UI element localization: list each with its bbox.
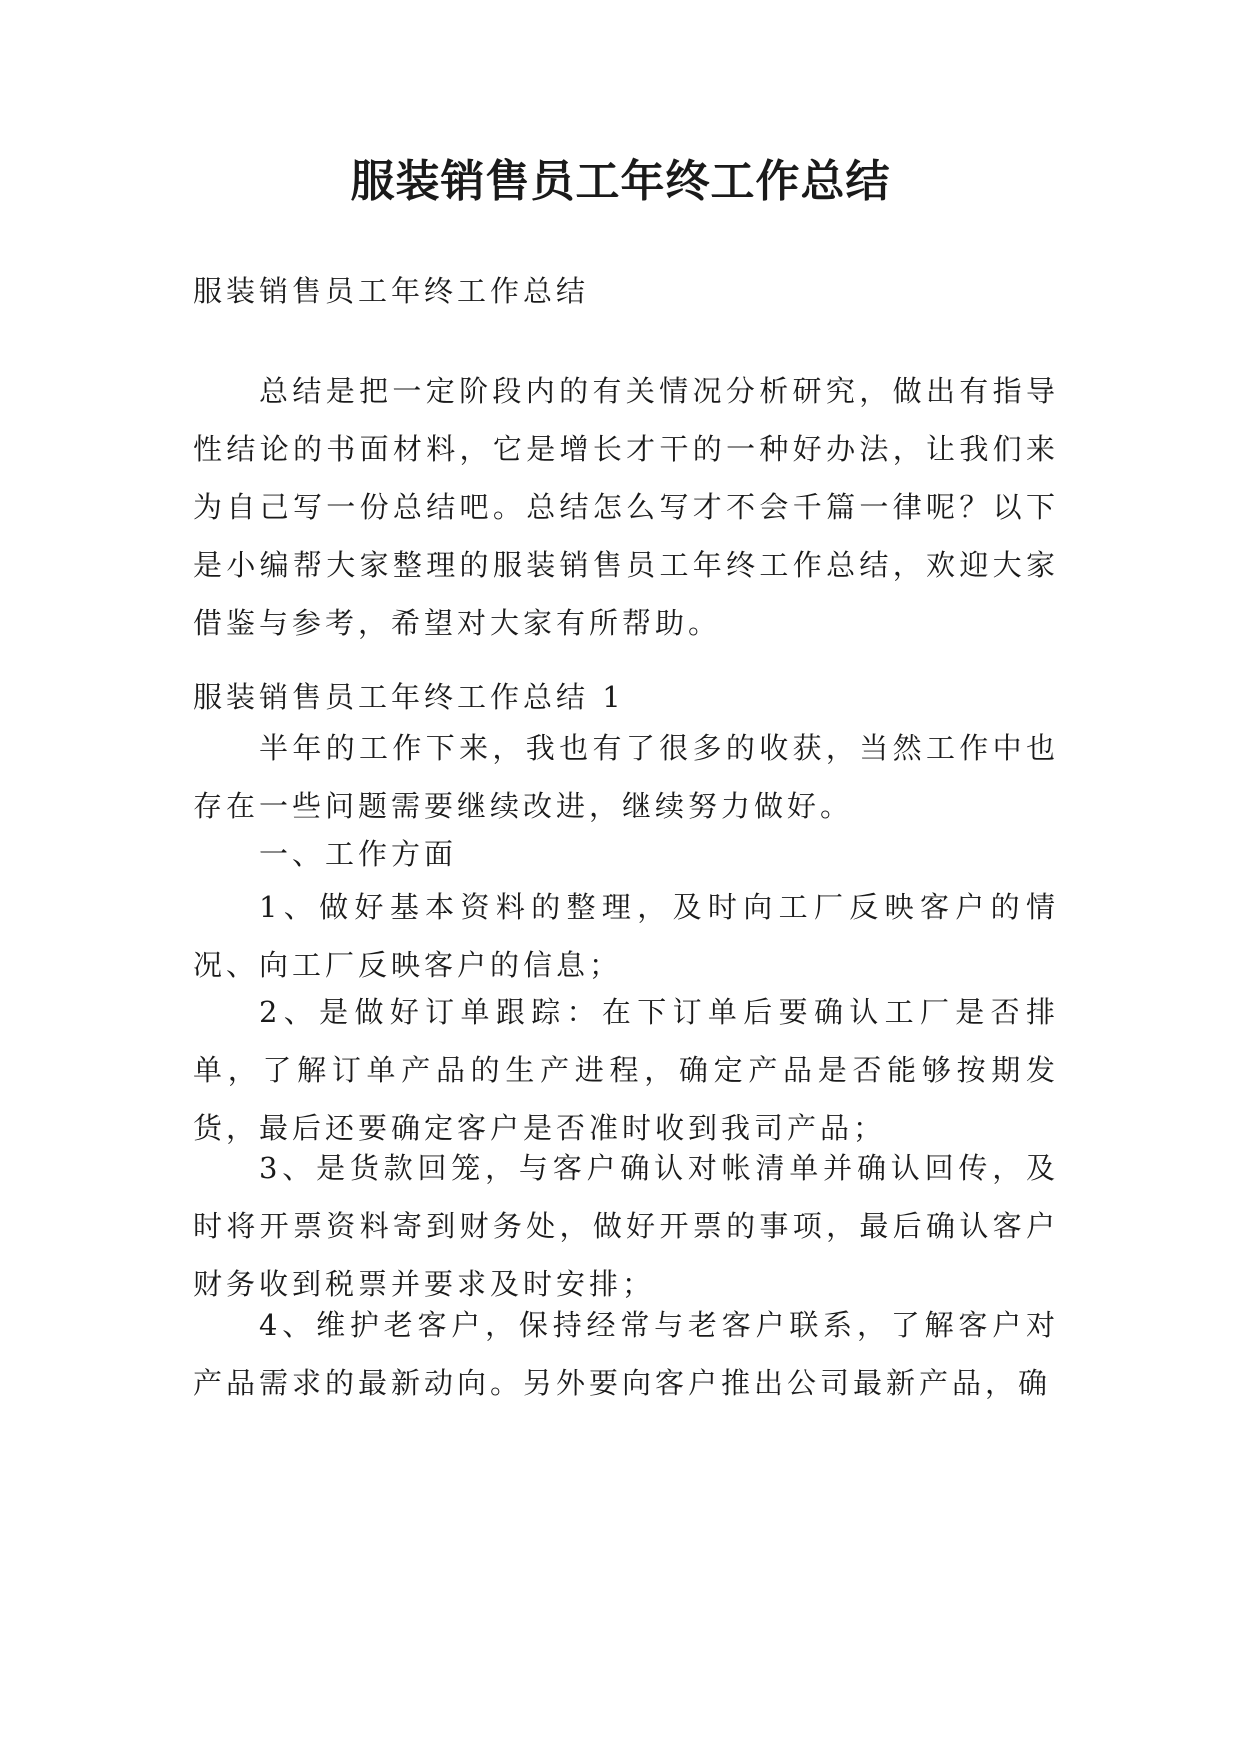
paragraph-item-3: 3、是货款回笼，与客户确认对帐清单并确认回传，及时将开票资料寄到财务处，做好开票的事项，最后确认客户财务收到税票并要求及时安排； xyxy=(193,1151,1059,1301)
paragraph-heading-work: 一、工作方面 xyxy=(259,837,458,871)
document-subtitle: 服装销售员工年终工作总结 xyxy=(193,274,590,308)
section-heading: 服装销售员工年终工作总结 1 xyxy=(193,680,625,714)
intro-paragraph: 总结是把一定阶段内的有关情况分析研究，做出有指导性结论的书面材料，它是增长才干的一种好办法，让我们来为自己写一份总结吧。总结怎么写才不会千篇一律呢？以下是小编帮大家整理的服装销售员工年终工作总结，欢迎大家借鉴与参考，希望对大家有所帮助。 xyxy=(193,374,1059,640)
paragraph-item-2: 2、是做好订单跟踪：在下订单后要确认工厂是否排单，了解订单产品的生产进程，确定产品是否能够按期发货，最后还要确定客户是否准时收到我司产品； xyxy=(193,995,1059,1145)
paragraph-item-1: 1、做好基本资料的整理，及时向工厂反映客户的情况、向工厂反映客户的信息； xyxy=(193,890,1059,982)
paragraph-summary: 半年的工作下来，我也有了很多的收获，当然工作中也存在一些问题需要继续改进，继续努力做好。 xyxy=(193,731,1059,823)
document-title: 服装销售员工年终工作总结 xyxy=(350,156,891,207)
paragraph-item-4: 4、维护老客户，保持经常与老客户联系，了解客户对产品需求的最新动向。另外要向客户推出公司最新产品，确 xyxy=(193,1308,1059,1400)
